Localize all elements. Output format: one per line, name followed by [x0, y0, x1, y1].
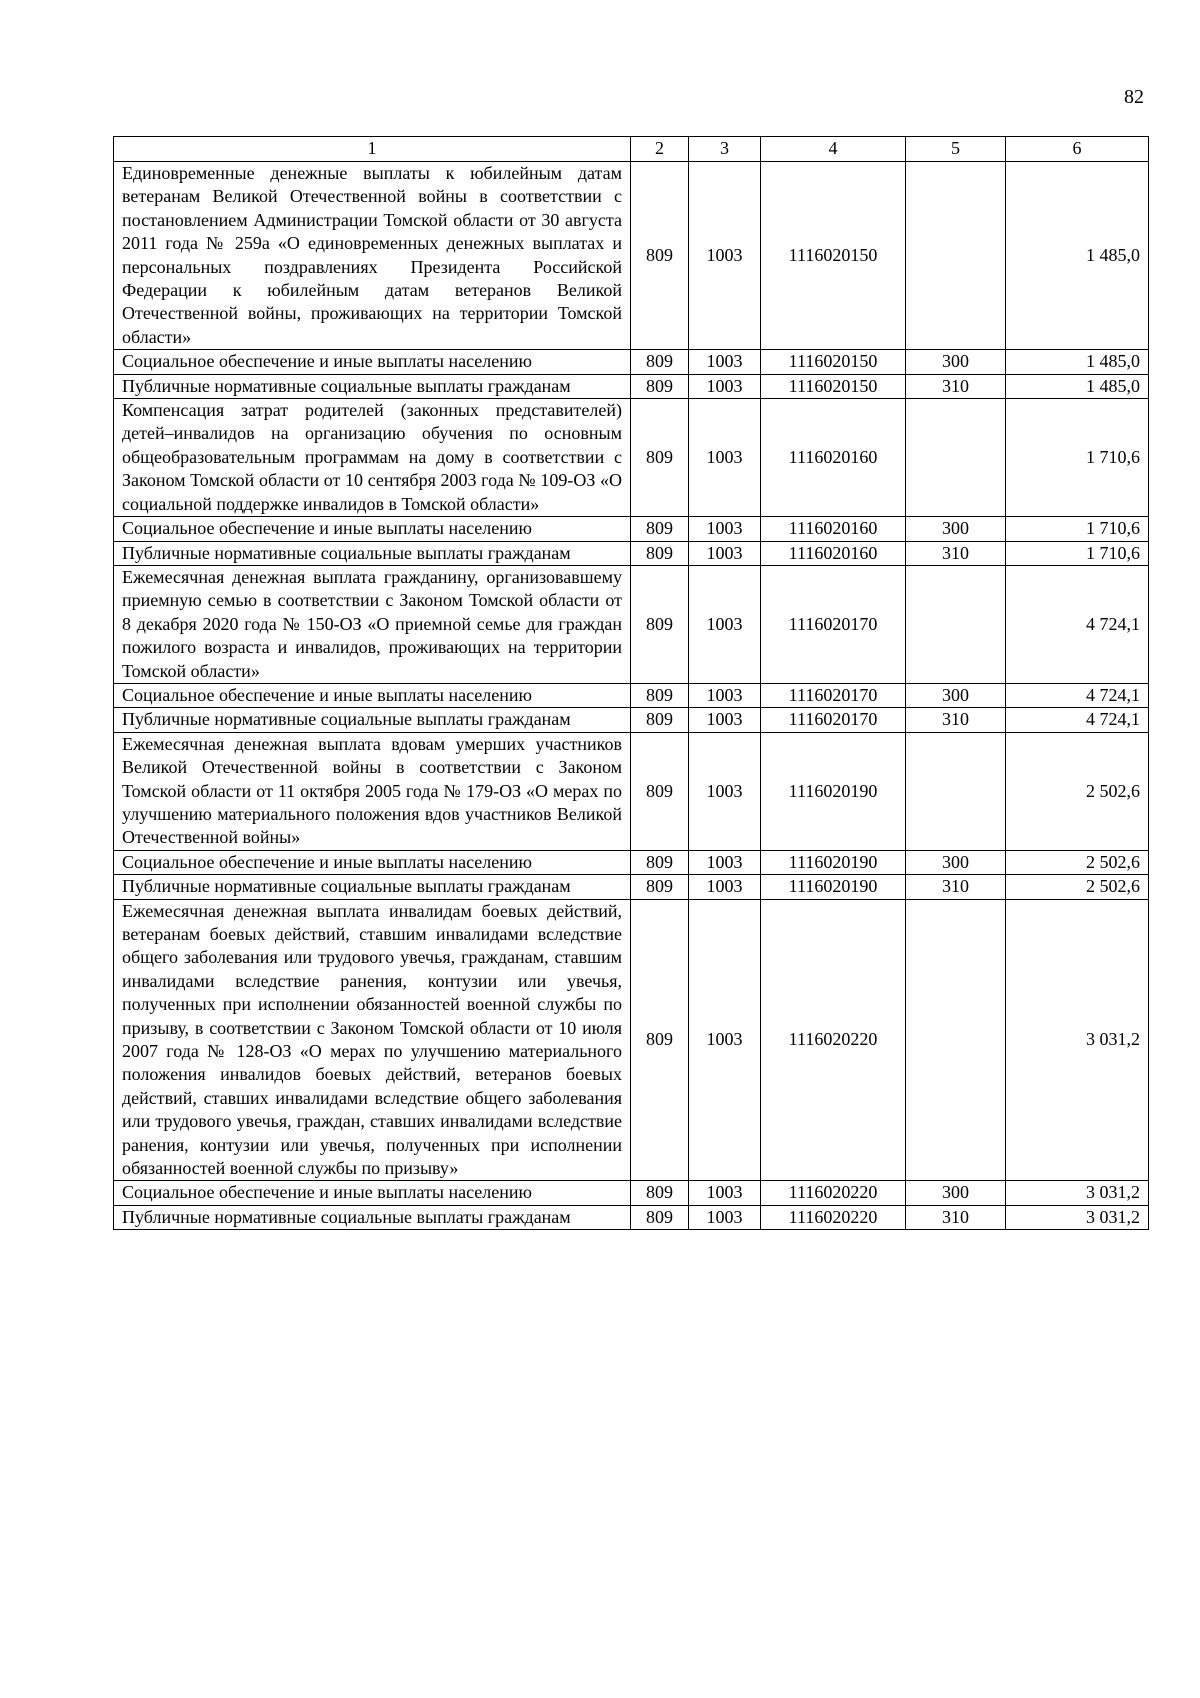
cell-expense-type [906, 899, 1006, 1181]
cell-description: Компенсация затрат родителей (законных представителей) детей–инвалидов на организацию обучения по основным общеобразовательным программам на дому в соответствии с Законом Томской области от 10 сентября 2003 года № 109-ОЗ «О социальной поддержке инвалидов в Томской области» [114, 399, 631, 517]
cell-description: Социальное обеспечение и иные выплаты населению [114, 850, 631, 874]
cell-expense-type: 310 [906, 374, 1006, 398]
cell-section: 1003 [689, 683, 761, 707]
page-number: 82 [1124, 86, 1144, 108]
table-row [114, 850, 1149, 874]
cell-expense-type: 300 [906, 517, 1006, 541]
cell-section: 1003 [689, 565, 761, 683]
budget-table [113, 136, 1149, 1230]
column-header: 6 [1006, 137, 1149, 162]
cell-target-article: 1116020220 [761, 1205, 906, 1229]
cell-description: Публичные нормативные социальные выплаты гражданам [114, 374, 631, 398]
cell-expense-type: 310 [906, 541, 1006, 565]
cell-target-article: 1116020150 [761, 374, 906, 398]
table-row [114, 399, 1149, 517]
cell-expense-type: 310 [906, 1205, 1006, 1229]
cell-target-article: 1116020160 [761, 399, 906, 517]
cell-section: 1003 [689, 708, 761, 732]
cell-ved: 809 [631, 1181, 689, 1205]
cell-amount: 1 485,0 [1006, 350, 1149, 374]
cell-target-article: 1116020170 [761, 683, 906, 707]
cell-section: 1003 [689, 875, 761, 899]
table-row [114, 1181, 1149, 1205]
column-header: 3 [689, 137, 761, 162]
cell-amount: 4 724,1 [1006, 683, 1149, 707]
column-header: 4 [761, 137, 906, 162]
cell-section: 1003 [689, 374, 761, 398]
cell-amount: 2 502,6 [1006, 732, 1149, 850]
header-row [114, 137, 1149, 162]
cell-expense-type [906, 732, 1006, 850]
cell-expense-type [906, 162, 1006, 350]
cell-section: 1003 [689, 732, 761, 850]
table-body [114, 162, 1149, 1230]
cell-amount: 1 485,0 [1006, 162, 1149, 350]
cell-description: Публичные нормативные социальные выплаты гражданам [114, 875, 631, 899]
cell-target-article: 1116020170 [761, 708, 906, 732]
table-row [114, 875, 1149, 899]
cell-description: Социальное обеспечение и иные выплаты населению [114, 1181, 631, 1205]
cell-amount: 1 710,6 [1006, 399, 1149, 517]
cell-target-article: 1116020150 [761, 350, 906, 374]
cell-target-article: 1116020190 [761, 732, 906, 850]
table-row [114, 708, 1149, 732]
cell-ved: 809 [631, 162, 689, 350]
cell-expense-type: 310 [906, 875, 1006, 899]
cell-amount: 4 724,1 [1006, 708, 1149, 732]
cell-amount: 1 710,6 [1006, 517, 1149, 541]
cell-expense-type: 300 [906, 850, 1006, 874]
table-row [114, 683, 1149, 707]
cell-ved: 809 [631, 541, 689, 565]
cell-section: 1003 [689, 899, 761, 1181]
cell-ved: 809 [631, 708, 689, 732]
cell-ved: 809 [631, 399, 689, 517]
cell-section: 1003 [689, 350, 761, 374]
cell-expense-type: 300 [906, 683, 1006, 707]
cell-ved: 809 [631, 517, 689, 541]
cell-target-article: 1116020190 [761, 875, 906, 899]
cell-expense-type [906, 565, 1006, 683]
cell-section: 1003 [689, 1205, 761, 1229]
cell-target-article: 1116020160 [761, 541, 906, 565]
cell-target-article: 1116020170 [761, 565, 906, 683]
cell-expense-type: 300 [906, 1181, 1006, 1205]
cell-description: Публичные нормативные социальные выплаты гражданам [114, 1205, 631, 1229]
column-header: 5 [906, 137, 1006, 162]
cell-section: 1003 [689, 517, 761, 541]
cell-ved: 809 [631, 732, 689, 850]
table-row [114, 517, 1149, 541]
cell-description: Ежемесячная денежная выплата вдовам умерших участников Великой Отечественной войны в соответствии с Законом Томской области от 11 октября 2005 года № 179-ОЗ «О мерах по улучшению материального положения вдов участников Великой Отечественной войны» [114, 732, 631, 850]
table-row [114, 565, 1149, 683]
cell-amount: 2 502,6 [1006, 875, 1149, 899]
cell-description: Публичные нормативные социальные выплаты гражданам [114, 708, 631, 732]
table-row [114, 374, 1149, 398]
cell-section: 1003 [689, 1181, 761, 1205]
cell-target-article: 1116020150 [761, 162, 906, 350]
cell-section: 1003 [689, 850, 761, 874]
cell-description: Социальное обеспечение и иные выплаты населению [114, 683, 631, 707]
cell-ved: 809 [631, 374, 689, 398]
cell-amount: 3 031,2 [1006, 1205, 1149, 1229]
cell-ved: 809 [631, 850, 689, 874]
cell-description: Единовременные денежные выплаты к юбилейным датам ветеранам Великой Отечественной войны в соответствии с постановлением Администрации Томской области от 30 августа 2011 года № 259а «О единовременных денежных выплатах и персональных поздравлениях Президента Российской Федерации к юбилейным датам ветеранов Великой Отечественной войны, проживающих на территории Томской области» [114, 162, 631, 350]
table-row [114, 899, 1149, 1181]
cell-expense-type: 310 [906, 708, 1006, 732]
cell-amount: 4 724,1 [1006, 565, 1149, 683]
column-header: 2 [631, 137, 689, 162]
cell-ved: 809 [631, 1205, 689, 1229]
cell-section: 1003 [689, 541, 761, 565]
cell-target-article: 1116020220 [761, 1181, 906, 1205]
cell-ved: 809 [631, 899, 689, 1181]
cell-description: Социальное обеспечение и иные выплаты населению [114, 517, 631, 541]
table-row [114, 1205, 1149, 1229]
cell-description: Ежемесячная денежная выплата инвалидам боевых действий, ветеранам боевых действий, ставшим инвалидами вследствие общего заболевания или трудового увечья, гражданам, ставшим инвалидами вследствие ранения, контузии или увечья, полученных при исполнении обязанностей военной службы по призыву, в соответствии с Законом Томской области от 10 июля 2007 года № 128-ОЗ «О мерах по улучшению материального положения инвалидов боевых действий, ветеранов боевых действий, ставших инвалидами вследствие общего заболевания или трудового увечья, граждан, ставших инвалидами вследствие ранения, контузии или увечья, полученных при исполнении обязанностей военной службы по призыву» [114, 899, 631, 1181]
cell-section: 1003 [689, 399, 761, 517]
cell-target-article: 1116020160 [761, 517, 906, 541]
cell-amount: 2 502,6 [1006, 850, 1149, 874]
table-row [114, 350, 1149, 374]
table-row [114, 162, 1149, 350]
column-header: 1 [114, 137, 631, 162]
cell-section: 1003 [689, 162, 761, 350]
cell-target-article: 1116020220 [761, 899, 906, 1181]
cell-amount: 1 710,6 [1006, 541, 1149, 565]
cell-description: Ежемесячная денежная выплата гражданину, организовавшему приемную семью в соответствии с Законом Томской области от 8 декабря 2020 года № 150-ОЗ «О приемной семье для граждан пожилого возраста и инвалидов, проживающих на территории Томской области» [114, 565, 631, 683]
cell-ved: 809 [631, 683, 689, 707]
cell-description: Социальное обеспечение и иные выплаты населению [114, 350, 631, 374]
cell-amount: 3 031,2 [1006, 1181, 1149, 1205]
table-row [114, 732, 1149, 850]
cell-target-article: 1116020190 [761, 850, 906, 874]
cell-ved: 809 [631, 565, 689, 683]
cell-expense-type: 300 [906, 350, 1006, 374]
cell-amount: 1 485,0 [1006, 374, 1149, 398]
cell-ved: 809 [631, 875, 689, 899]
cell-expense-type [906, 399, 1006, 517]
cell-amount: 3 031,2 [1006, 899, 1149, 1181]
cell-ved: 809 [631, 350, 689, 374]
cell-description: Публичные нормативные социальные выплаты гражданам [114, 541, 631, 565]
table-row [114, 541, 1149, 565]
